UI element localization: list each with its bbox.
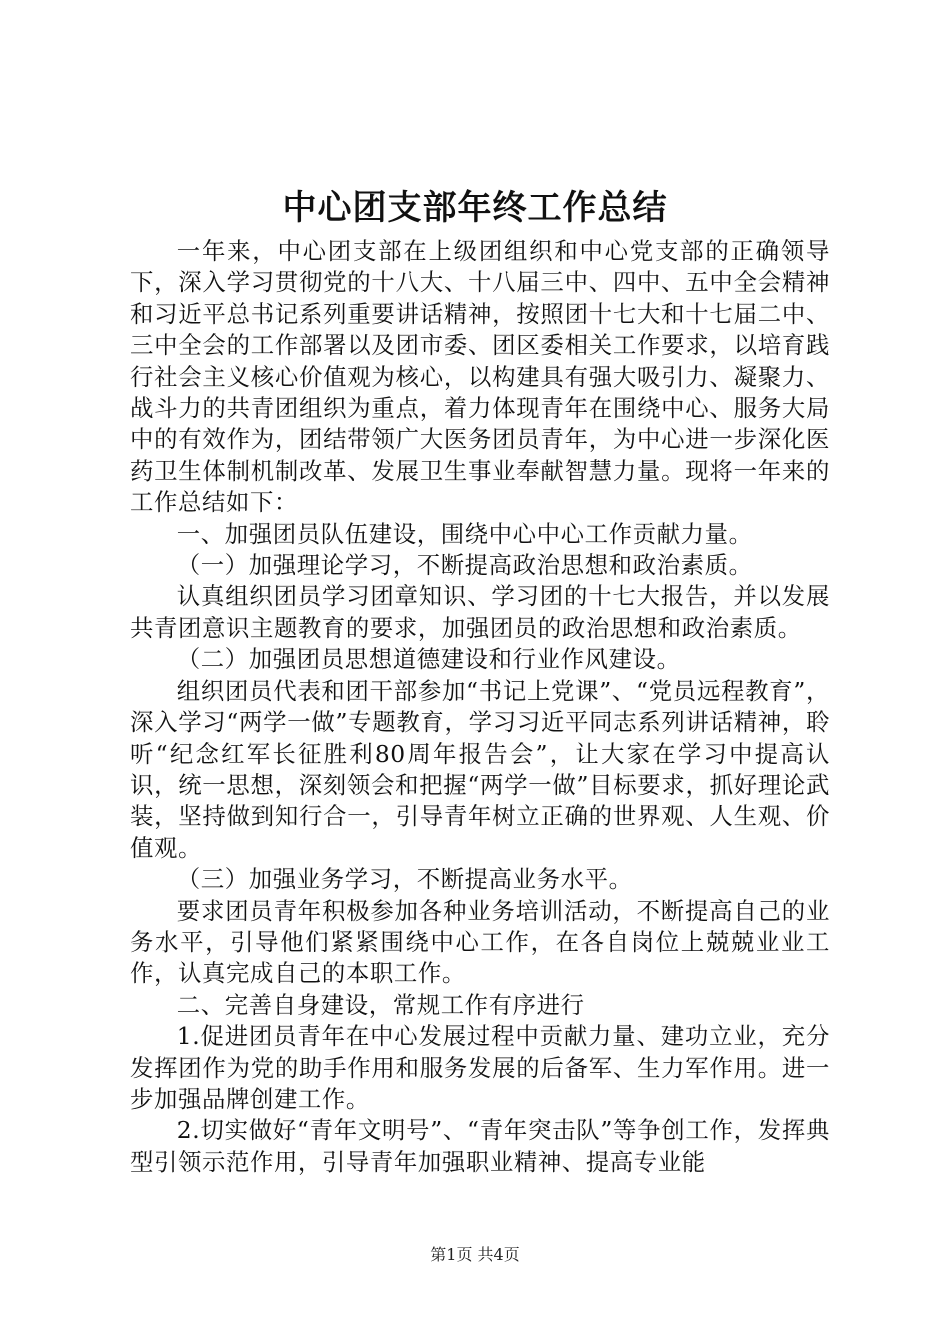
document-body xyxy=(130,236,830,1178)
paragraph-1-1: 认真组织团员学习团章知识、学习团的十七大报告，并以发展共青团意识主题教育的要求，加强团员的政治思想和政治素质。 xyxy=(130,582,830,642)
heading-section-1: 一、加强团员队伍建设，围绕中心中心工作贡献力量。 xyxy=(176,519,753,548)
paragraph-1-2: 组织团员代表和团干部参加“书记上党课”、“党员远程教育”，深入学习“两学一做”专题教育，学习习近平同志系列讲话精神，聆听“纪念红军长征胜利80周年报告会”，让大家在学习中提高认识，统一思想，深刻领会和把握“两学一做”目标要求，抓好理论武装，坚持做到知行合一，引导青年树立正确的世界观、人生观、价值观。 xyxy=(130,676,830,862)
list-item-2-2: 2.切实做好“青年文明号”、“青年突击队”等争创工作，发挥典型引领示范作用，引导青年加强职业精神、提高专业能 xyxy=(130,1116,830,1176)
heading-section-2: 二、完善自身建设，常规工作有序进行 xyxy=(176,990,585,1019)
page-number-footer: 第1页 共4页 xyxy=(430,1245,520,1264)
document-title: 中心团支部年终工作总结 xyxy=(282,188,668,228)
subheading-1-3: （三）加强业务学习，不断提高业务水平。 xyxy=(176,865,633,894)
list-item-2-1: 1.促进团员青年在中心发展过程中贡献力量、建功立业，充分发挥团作为党的助手作用和服务发展的后备军、生力军作用。进一步加强品牌创建工作。 xyxy=(130,1022,830,1113)
subheading-1-1: （一）加强理论学习，不断提高政治思想和政治素质。 xyxy=(176,551,753,580)
subheading-1-2: （二）加强团员思想道德建设和行业作风建设。 xyxy=(176,645,681,674)
paragraph-intro: 一年来，中心团支部在上级团组织和中心党支部的正确领导下，深入学习贯彻党的十八大、十八届三中、四中、五中全会精神和习近平总书记系列重要讲话精神，按照团十七大和十七届二中、三中全会的工作部署以及团市委、团区委相关工作要求，以培育践行社会主义核心价值观为核心，以构建具有强大吸引力、凝聚力、战斗力的共青团组织为重点，着力体现青年在围绕中心、服务大局中的有效作为，团结带领广大医务团员青年，为中心进一步深化医药卫生体制机制改革、发展卫生事业奉献智慧力量。现将一年来的工作总结如下： xyxy=(130,237,830,517)
paragraph-1-3: 要求团员青年积极参加各种业务培训活动，不断提高自己的业务水平，引导他们紧紧围绕中心工作，在各自岗位上兢兢业业工作，认真完成自己的本职工作。 xyxy=(130,896,830,988)
